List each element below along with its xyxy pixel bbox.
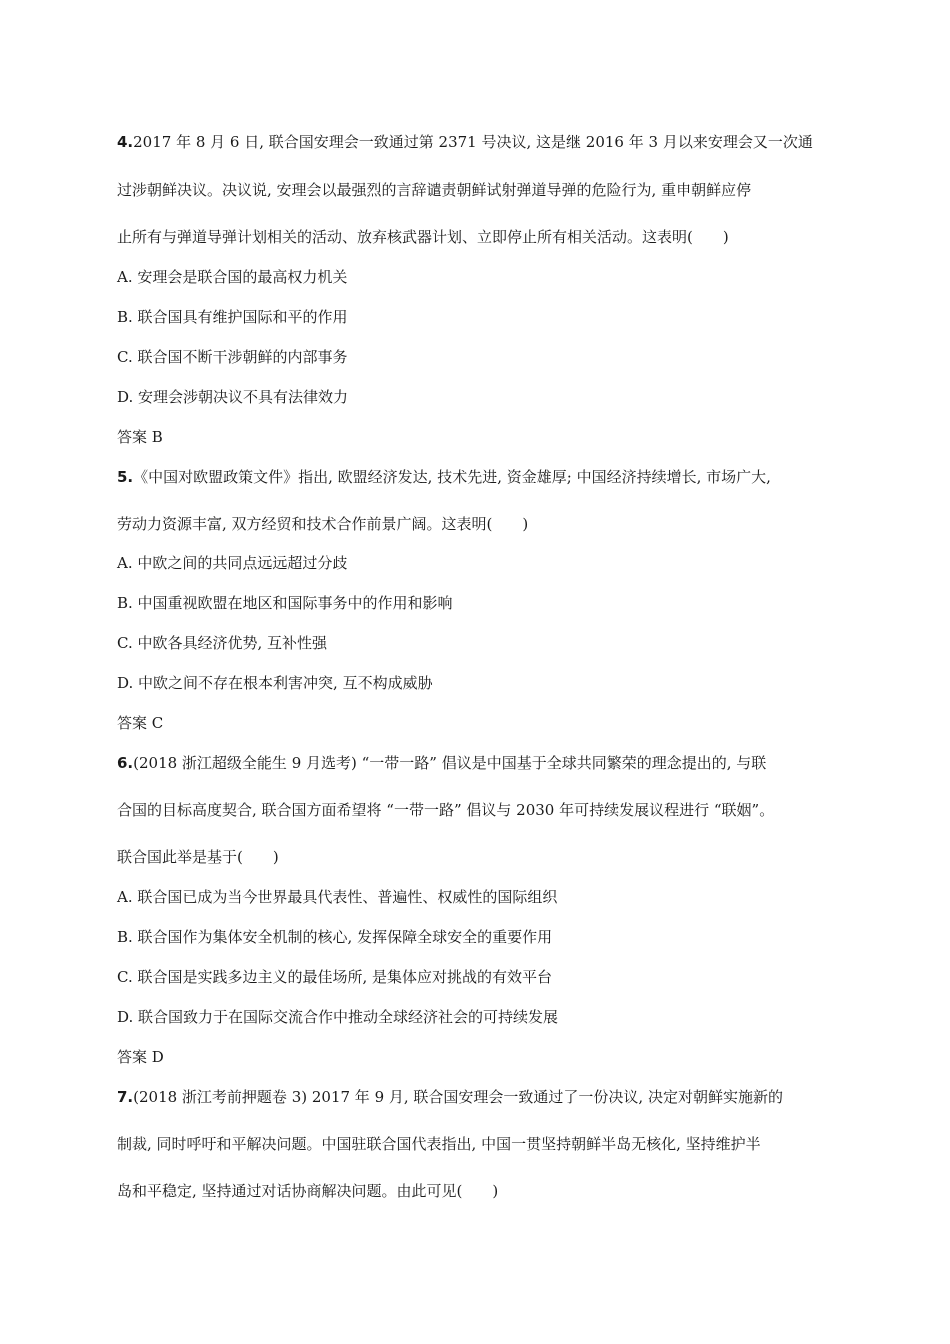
question-6-stem-line-2: 合国的目标高度契合, 联合国方面希望将 “一带一路” 倡议与 2030 年可持续发展议程进行 “联姻”。: [117, 801, 775, 819]
question-5-stem-text-1: 《中国对欧盟政策文件》指出, 欧盟经济发达, 技术先进, 资金雄厚; 中国经济持续增长, 市场广大,: [133, 468, 771, 486]
question-4-number: 4.: [117, 133, 134, 151]
question-4-stem-line-1: [117, 132, 813, 152]
question-4-option-d: D. 安理会涉朝决议不具有法律效力: [117, 388, 349, 406]
question-5-option-c: C. 中欧各具经济优势, 互补性强: [117, 634, 328, 652]
question-5-stem-line-2: 劳动力资源丰富, 双方经贸和技术合作前景广阔。这表明( ): [117, 515, 529, 533]
question-4-stem-text-1: 2017 年 8 月 6 日, 联合国安理会一致通过第 2371 号决议, 这是继 2016 年 3 月以来安理会又一次通: [133, 133, 813, 151]
question-6-stem-text-1: (2018 浙江超级全能生 9 月选考) “一带一路” 倡议是中国基于全球共同繁荣的理念提出的, 与联: [133, 754, 767, 772]
question-6-option-c: C. 联合国是实践多边主义的最佳场所, 是集体应对挑战的有效平台: [117, 968, 553, 986]
question-7-stem-line-1: [117, 1087, 783, 1107]
question-7-stem-line-3: 岛和平稳定, 坚持通过对话协商解决问题。由此可见( ): [117, 1182, 499, 1200]
question-4-option-a: A. 安理会是联合国的最高权力机关: [117, 268, 348, 286]
question-6-stem-line-3: 联合国此举是基于( ): [117, 848, 279, 866]
question-6-option-b: B. 联合国作为集体安全机制的核心, 发挥保障全球安全的重要作用: [117, 928, 553, 946]
question-6-number: 6.: [117, 754, 134, 772]
question-6-stem-line-1: [117, 753, 766, 773]
question-6-answer: 答案 D: [117, 1048, 164, 1066]
question-4-stem-line-2: 过涉朝鲜决议。决议说, 安理会以最强烈的言辞谴责朝鲜试射弹道导弹的危险行为, 重申朝鲜应停: [117, 181, 752, 199]
question-5-number: 5.: [117, 468, 134, 486]
question-4-option-b: B. 联合国具有维护国际和平的作用: [117, 308, 348, 326]
question-7-stem-text-1: (2018 浙江考前押题卷 3) 2017 年 9 月, 联合国安理会一致通过了一份决议, 决定对朝鲜实施新的: [133, 1088, 783, 1106]
question-6-option-d: D. 联合国致力于在国际交流合作中推动全球经济社会的可持续发展: [117, 1008, 559, 1026]
question-5-answer: 答案 C: [117, 714, 164, 732]
question-5-option-d: D. 中欧之间不存在根本利害冲突, 互不构成威胁: [117, 674, 433, 692]
question-4-option-c: C. 联合国不断干涉朝鲜的内部事务: [117, 348, 348, 366]
question-7-stem-line-2: 制裁, 同时呼吁和平解决问题。中国驻联合国代表指出, 中国一贯坚持朝鲜半岛无核化, 坚持维护半: [117, 1135, 761, 1153]
question-4-answer: 答案 B: [117, 428, 163, 446]
question-4-stem-line-3: 止所有与弹道导弹计划相关的活动、放弃核武器计划、立即停止所有相关活动。这表明( ): [117, 228, 729, 246]
question-5-stem-line-1: [117, 467, 771, 487]
question-5-option-b: B. 中国重视欧盟在地区和国际事务中的作用和影响: [117, 594, 453, 612]
question-5-option-a: A. 中欧之间的共同点远远超过分歧: [117, 554, 348, 572]
question-7-number: 7.: [117, 1088, 134, 1106]
question-6-option-a: A. 联合国已成为当今世界最具代表性、普遍性、权威性的国际组织: [117, 888, 558, 906]
